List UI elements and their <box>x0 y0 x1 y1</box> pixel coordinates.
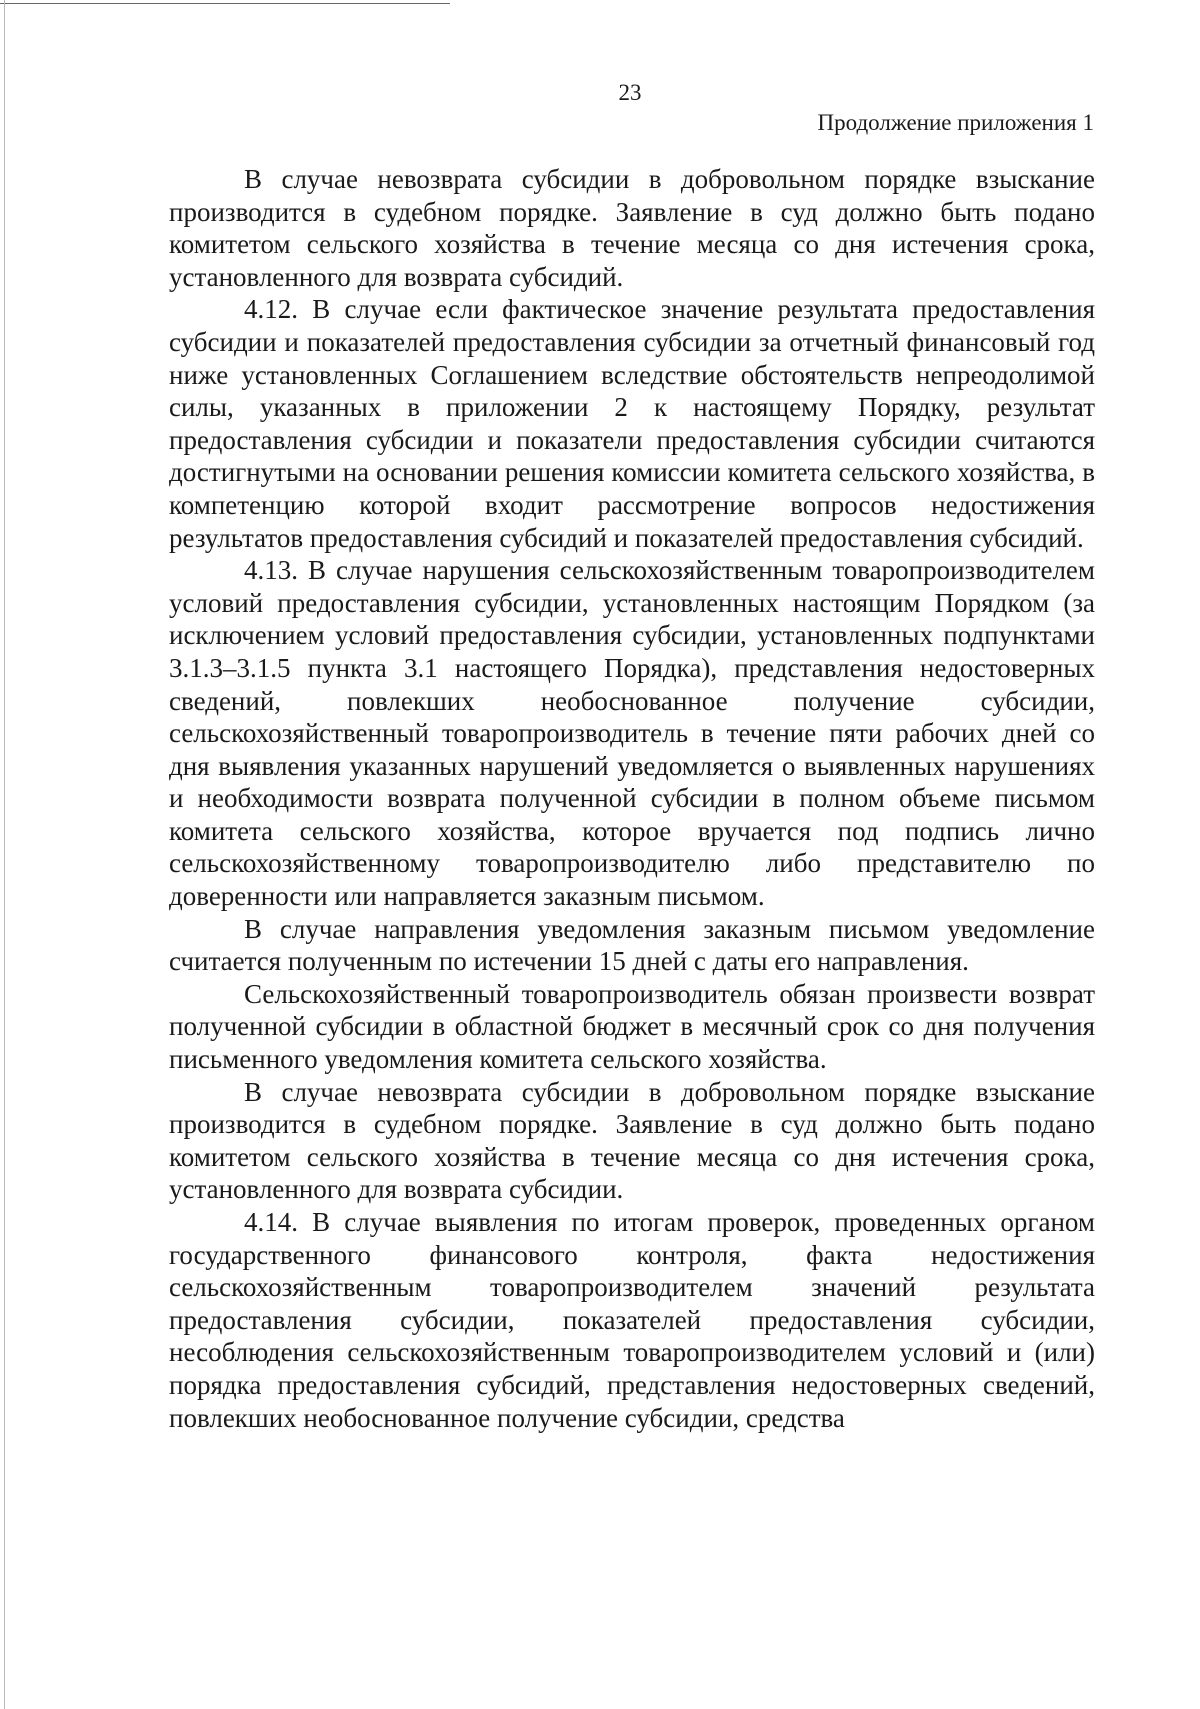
document-body <box>169 163 1095 1434</box>
scan-edge-left <box>4 0 5 1709</box>
paragraph-4-14: 4.14. В случае выявления по итогам проверок, проведенных органом государственного финансового контроля, факта недостижения сельскохозяйственным товаропроизводителем значений результата предоставления субсидии, показателей предоставления субсидии, несоблюдения сельскохозяйственным товаропроизводителем условий и (или) порядка предоставления субсидий, представления недостоверных сведений, повлекших необоснованное получение субсидии, средства <box>169 1207 1095 1433</box>
scan-edge-top <box>0 3 450 4</box>
paragraph-4-13: 4.13. В случае нарушения сельскохозяйственным товаропроизводителем условий предоставления субсидии, установленных настоящим Порядком (за исключением условий предоставления субсидии, установленных подпунктами 3.1.3–3.1.5 пункта 3.1 настоящего Порядка), представления недостоверных сведений, повлекших необоснованное получение субсидии, сельскохозяйственный товаропроизводитель в течение пяти рабочих дней со дня выявления указанных нарушений уведомляется о выявленных нарушениях и необходимости возврата полученной субсидии в полном объеме письмом комитета сельского хозяйства, которое вручается под подпись лично сельскохозяйственному товаропроизводителю либо представителю по доверенности или направляется заказным письмом. <box>169 555 1095 912</box>
paragraph-refund-court-1: В случае невозврата субсидии в добровольном порядке взыскание производится в судебном порядке. Заявление в суд должно быть подано комитетом сельского хозяйства в течение месяца со дня истечения срока, установленного для возврата субсидий. <box>169 164 1095 292</box>
paragraph-4-12: 4.12. В случае если фактическое значение результата предоставления субсидии и показателей предоставления субсидии за отчетный финансовый год ниже установленных Соглашением вследствие обстоятельств непреодолимой силы, указанных в приложении 2 к настоящему Порядку, результат предоставления субсидии и показатели предоставления субсидии считаются достигнутыми на основании решения комиссии комитета сельского хозяйства, в компетенцию которой входит рассмотрение вопросов недостижения результатов предоставления субсидий и показателей предоставления субсидий. <box>169 294 1095 553</box>
appendix-continuation-note: Продолжение приложения 1 <box>817 110 1094 135</box>
page-number: 23 <box>618 80 642 105</box>
paragraph-refund-obligation: Сельскохозяйственный товаропроизводитель обязан произвести возврат полученной субсидии в областной бюджет в месячный срок со дня получения письменного уведомления комитета сельского хозяйства. <box>169 978 1095 1075</box>
paragraph-registered-letter: В случае направления уведомления заказным письмом уведомление считается полученным по истечении 15 дней с даты его направления. <box>169 913 1095 977</box>
paragraph-refund-court-2: В случае невозврата субсидии в добровольном порядке взыскание производится в судебном порядке. Заявление в суд должно быть подано комитетом сельского хозяйства в течение месяца со дня истечения срока, установленного для возврата субсидии. <box>169 1076 1095 1205</box>
